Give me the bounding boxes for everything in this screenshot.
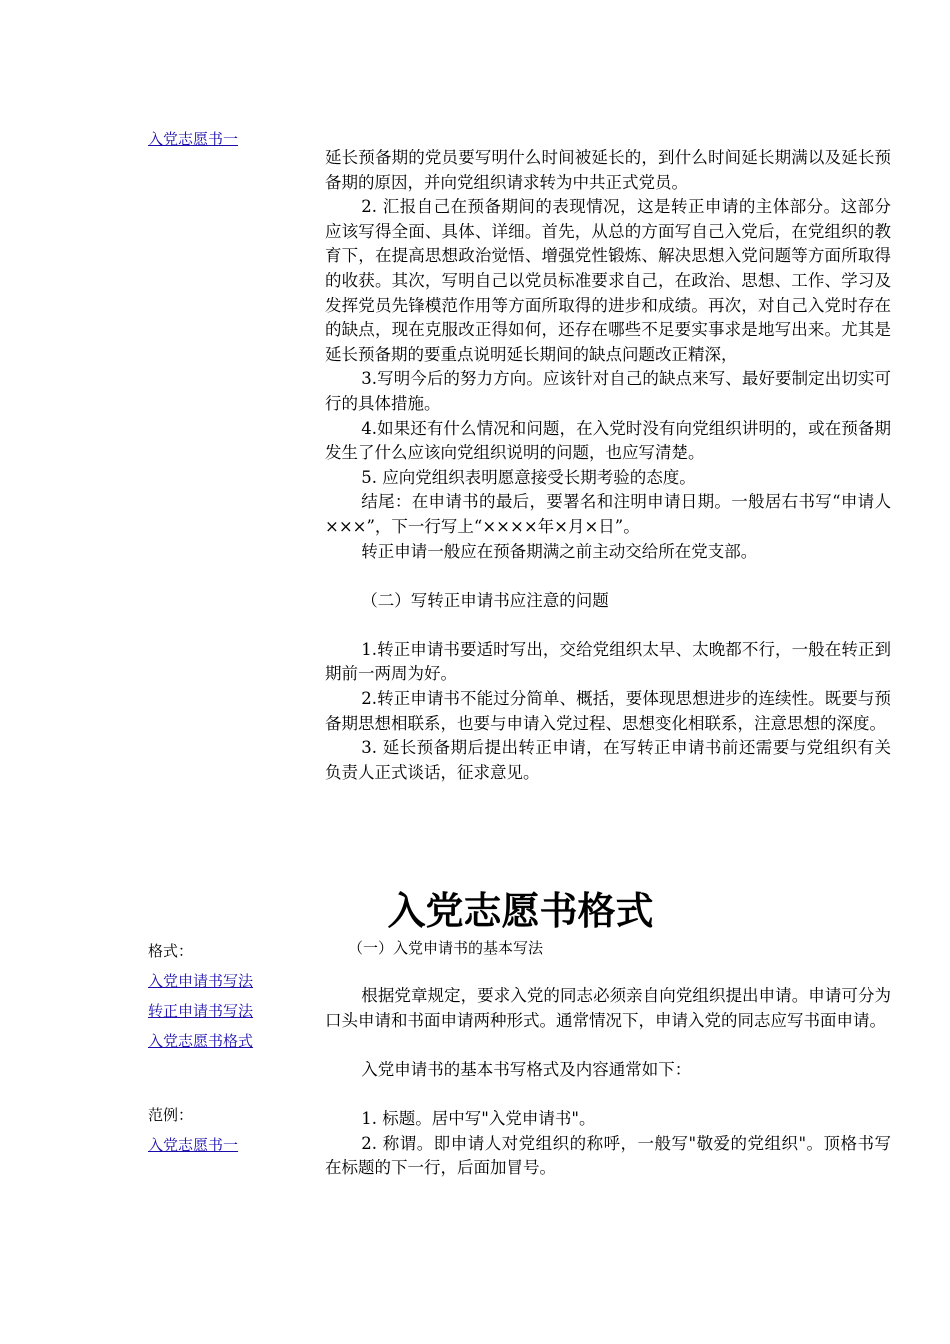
example-label: 范例：	[148, 1106, 194, 1124]
paragraph: 4.如果还有什么情况和问题，在入党时没有向党组织讲明的，或在预备期发生了什么应该向党组织说明的问题，也应写清楚。	[325, 418, 891, 463]
paragraph: 结尾：在申请书的最后，要署名和注明申请日期。一般居右书写“申请人 ×××”，下一行写上“××××年×月×日”。	[325, 492, 891, 536]
page-title: 入党志愿书格式	[387, 888, 654, 933]
paragraph: 1. 标题。居中写"入党申请书"。	[361, 1108, 596, 1128]
section2-body	[325, 984, 891, 1181]
format-label: 格式：	[148, 942, 194, 960]
paragraph: 1.转正申请书要适时写出，交给党组织太早、太晚都不行，一般在转正到期前一两周为好。	[325, 639, 891, 684]
paragraph: 2.转正申请书不能过分简单、概括，要体现思想进步的连续性。既要与预备期思想相联系，也要与申请入党过程、思想变化相联系，注意思想的深度。	[325, 689, 891, 733]
paragraph: 5. 应向党组织表明愿意接受长期考验的态度。	[361, 467, 696, 487]
paragraph: 3. 延长预备期后提出转正申请，在写转正申请书前还需要与党组织有关负责人正式谈话，征求意见。	[325, 738, 891, 782]
sidebar-link-conversion-writing[interactable]: 转正申请书写法	[148, 1002, 254, 1020]
sidebar-link-application-writing[interactable]: 入党申请书写法	[148, 972, 254, 990]
paragraph: 转正申请一般应在预备期满之前主动交给所在党支部。	[361, 541, 758, 561]
sidebar-link-sample-1-top[interactable]: 入党志愿书一	[148, 130, 239, 148]
sidebar-link-volunteer-format[interactable]: 入党志愿书格式	[148, 1032, 254, 1050]
paragraph: 根据党章规定，要求入党的同志必须亲自向党组织提出申请。申请可分为口头申请和书面申请两种形式。通常情况下，申请入党的同志应写书面申请。	[325, 986, 891, 1030]
section1-body	[325, 146, 891, 785]
paragraph: 2. 汇报自己在预备期间的表现情况，这是转正申请的主体部分。这部分应该写得全面、具体、详细。首先，从总的方面写自己入党后，在党组织的教育下，在提高思想政治觉悟、增强党性锻炼、解决思想入党问题等方面所取得的收获。其次，写明自己以党员标准要求自己，在政治、思想、工作、学习及发挥党员先锋模范作用等方面所取得的进步和成绩。再次，对自己入党时存在的缺点，现在克服改正得如何，还存在哪些不足要实事求是地写出来。尤其是延长预备期的要重点说明延长期间的缺点问题改正精深，	[325, 197, 891, 364]
paragraph: 延长预备期的党员要写明什么时间被延长的，到什么时间延长期满以及延长预备期的原因，并向党组织请求转为中共正式党员。	[325, 148, 891, 192]
section-subheading: （二）写转正申请书应注意的问题	[361, 590, 609, 610]
section2-subheading: （一）入党申请书的基本写法	[348, 939, 544, 957]
sidebar-link-sample-1[interactable]: 入党志愿书一	[148, 1136, 239, 1154]
paragraph: 3.写明今后的努力方向。应该针对自己的缺点来写、最好要制定出切实可行的具体措施。	[325, 369, 891, 413]
paragraph: 入党申请书的基本书写格式及内容通常如下：	[361, 1059, 692, 1079]
paragraph: 2. 称谓。即申请人对党组织的称呼，一般写"敬爱的党组织"。顶格书写在标题的下一行，后面加冒号。	[325, 1133, 891, 1178]
